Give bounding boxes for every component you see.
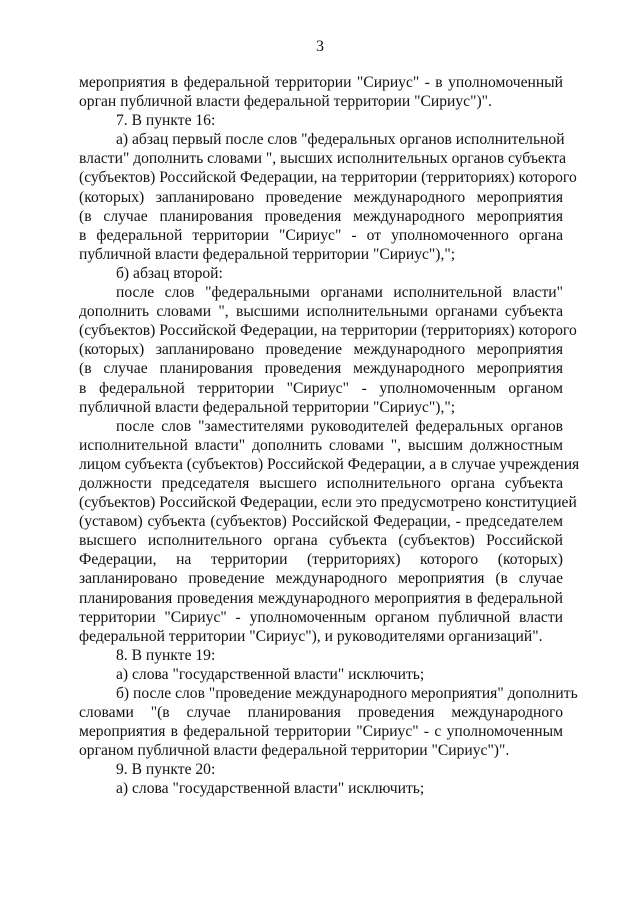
text-line: власти" дополнить словами ", высших исполнительных органов субъекта <box>79 150 567 168</box>
text-line: а) абзац первый после слов "федеральных органов исполнительной <box>116 131 565 149</box>
text-line: территории "Сириус" - уполномоченным органом публичной власти <box>79 608 563 626</box>
text-line: дополнить словами ", высшими исполнительными органами субъекта <box>79 303 563 321</box>
text-line: после слов "заместителями руководителей федеральных органов <box>116 417 563 435</box>
page-number: 3 <box>316 38 324 55</box>
text-line: после слов "федеральными органами исполнительной власти" <box>116 284 563 302</box>
text-line: должности председателя высшего исполнительного органа субъекта <box>79 474 563 492</box>
text-line: (субъектов) Российской Федерации, если это предусмотрено конституцией <box>79 494 577 512</box>
text-line: мероприятия в федеральной территории "Сириус" - с уполномоченным <box>79 723 563 741</box>
text-line: (в случае планирования проведения международного мероприятия <box>79 207 563 225</box>
text-line: (уставом) субъекта (субъектов) Российской Федерации, - председателем <box>79 513 563 531</box>
text-line: лицом субъекта (субъектов) Российской Федерации, а в случае учреждения <box>79 455 580 473</box>
text-line: (которых) запланировано проведение международного мероприятия <box>79 188 563 206</box>
text-line: а) слова "государственной власти" исключить; <box>116 665 425 683</box>
text-line: 7. В пункте 16: <box>116 112 216 130</box>
text-line: планирования проведения международного мероприятия в федеральной <box>79 589 563 607</box>
text-line: (субъектов) Российской Федерации, на территории (территориях) которого <box>79 169 577 187</box>
text-line: высшего исполнительного органа субъекта (субъектов) Российской <box>79 532 563 550</box>
text-line: (которых) запланировано проведение международного мероприятия <box>79 341 563 359</box>
text-line: Федерации, на территории (территориях) которого (которых) <box>79 551 563 569</box>
text-line: в федеральной территории "Сириус" - от уполномоченного органа <box>79 226 563 244</box>
text-line: а) слова "государственной власти" исключить; <box>116 780 425 798</box>
text-line: мероприятия в федеральной территории "Сириус" - в уполномоченный <box>79 74 563 91</box>
text-line: (субъектов) Российской Федерации, на территории (территориях) которого <box>79 322 577 340</box>
text-line: исполнительной власти" дополнить словами ", высшим должностным <box>79 436 563 454</box>
text-line: в федеральной территории "Сириус" - уполномоченным органом <box>79 379 563 397</box>
text-line: 8. В пункте 19: <box>116 646 216 664</box>
text-line: орган публичной власти федеральной территории "Сириус")". <box>79 93 492 111</box>
text-line: публичной власти федеральной территории "Сириус"),"; <box>79 245 456 263</box>
document-body <box>79 73 580 799</box>
text-line: (в случае планирования проведения международного мероприятия <box>79 360 563 378</box>
text-line: б) после слов "проведение международного мероприятия" дополнить <box>116 685 578 702</box>
text-line: федеральной территории "Сириус"), и руководителями организаций". <box>79 627 543 645</box>
text-line: запланировано проведение международного мероприятия (в случае <box>79 570 563 588</box>
text-line: публичной власти федеральной территории "Сириус"),"; <box>79 398 456 416</box>
text-line: словами "(в случае планирования проведения международного <box>79 704 563 722</box>
text-line: 9. В пункте 20: <box>116 761 216 779</box>
text-line: органом публичной власти федеральной территории "Сириус")". <box>79 742 510 760</box>
text-line: б) абзац второй: <box>116 264 223 282</box>
